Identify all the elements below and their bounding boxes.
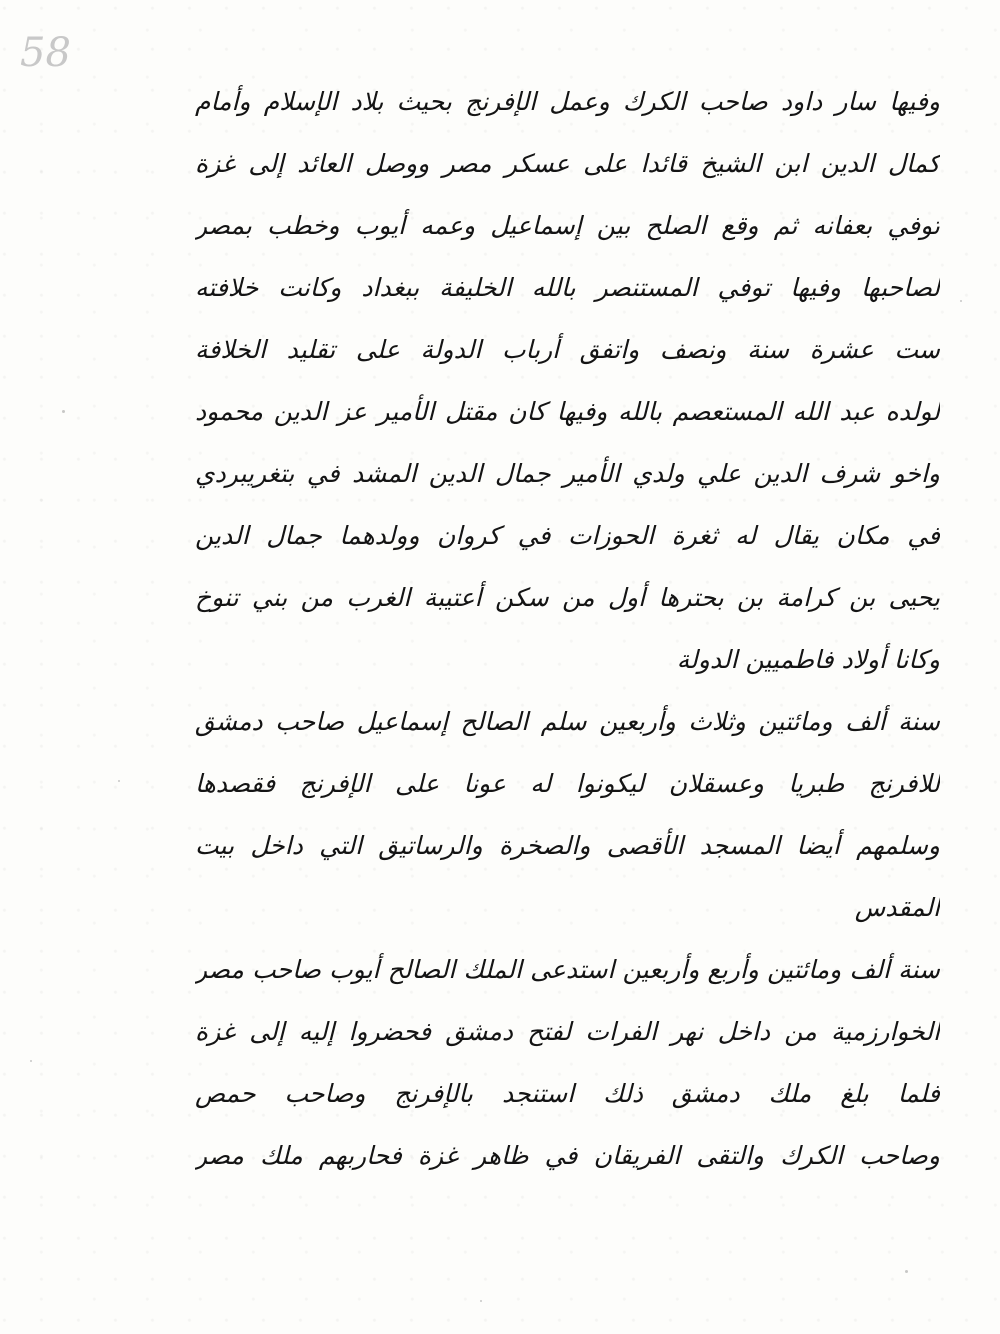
text-line: وصاحب الكرك والتقى الفريقان في ظاهر غزة فحاربهم ملك مصر	[195, 1141, 940, 1170]
text-line: توفي بعفانه ثم وقع الصلح بين إسماعيل وعمه أيوب وخطب بمصر	[195, 211, 940, 240]
paper-speck	[480, 1300, 482, 1302]
text-line: في مكان يقال له ثغرة الحوزات في كروان وولدهما جمال الدين	[195, 521, 940, 550]
paper-speck	[62, 410, 65, 413]
text-line: المقدس	[854, 893, 940, 922]
text-line: كمال الدين ابن الشيخ قائدا على عسكر مصر ووصل العائد إلى غزة	[195, 149, 940, 178]
paper-speck	[118, 780, 120, 782]
text-line: يحيى بن كرامة بن بحترها أول من سكن أعتيبة الغرب من بني تنوخ	[195, 583, 940, 612]
text-line: وفيها سار داود صاحب الكرك وعمل الإفرنج بحيث بلاد الإسلام وأمام	[195, 87, 940, 116]
paper-speck	[30, 1060, 32, 1062]
text-line: لولده عبد الله المستعصم بالله وفيها كان مقتل الأمير عز الدين محمود	[195, 397, 940, 426]
folio-number-text: 58	[20, 30, 71, 76]
text-line: للافرنج طبريا وعسقلان ليكونوا له عونا على الإفرنج فقصدها	[195, 769, 940, 798]
handwritten-text-block	[195, 78, 940, 1194]
text-line: واخو شرف الدين علي ولدي الأمير جمال الدين المشد في بتغريبردي	[195, 459, 940, 488]
text-line: سنة ألف ومائتين وثلاث وأربعين سلم الصالح إسماعيل صاحب دمشق	[195, 707, 940, 736]
paper-speck	[905, 1270, 908, 1273]
text-line: ست عشرة سنة ونصف واتفق أرباب الدولة على تقليد الخلافة	[195, 335, 940, 364]
text-line: سنة ألف ومائتين وأربع وأربعين استدعى الملك الصالح أيوب صاحب مصر	[195, 955, 940, 984]
text-line: وسلمهم أيضا المسجد الأقصى والصخرة والرساتيق التي داخل بيت	[195, 831, 940, 860]
text-line: فلما بلغ ملك دمشق ذلك استنجد بالإفرنج وصاحب حمص	[195, 1079, 940, 1108]
text-line: الخوارزمية من داخل نهر الفرات لفتح دمشق فحضروا إليه إلى غزة	[195, 1017, 940, 1046]
paper-speck	[960, 300, 962, 302]
folio-number	[20, 30, 80, 85]
text-line: لصاحبها وفيها توفي المستنصر بالله الخليفة ببغداد وكانت خلافته	[195, 273, 940, 302]
text-line: وكانا أولاد فاطميين الدولة	[676, 645, 940, 674]
